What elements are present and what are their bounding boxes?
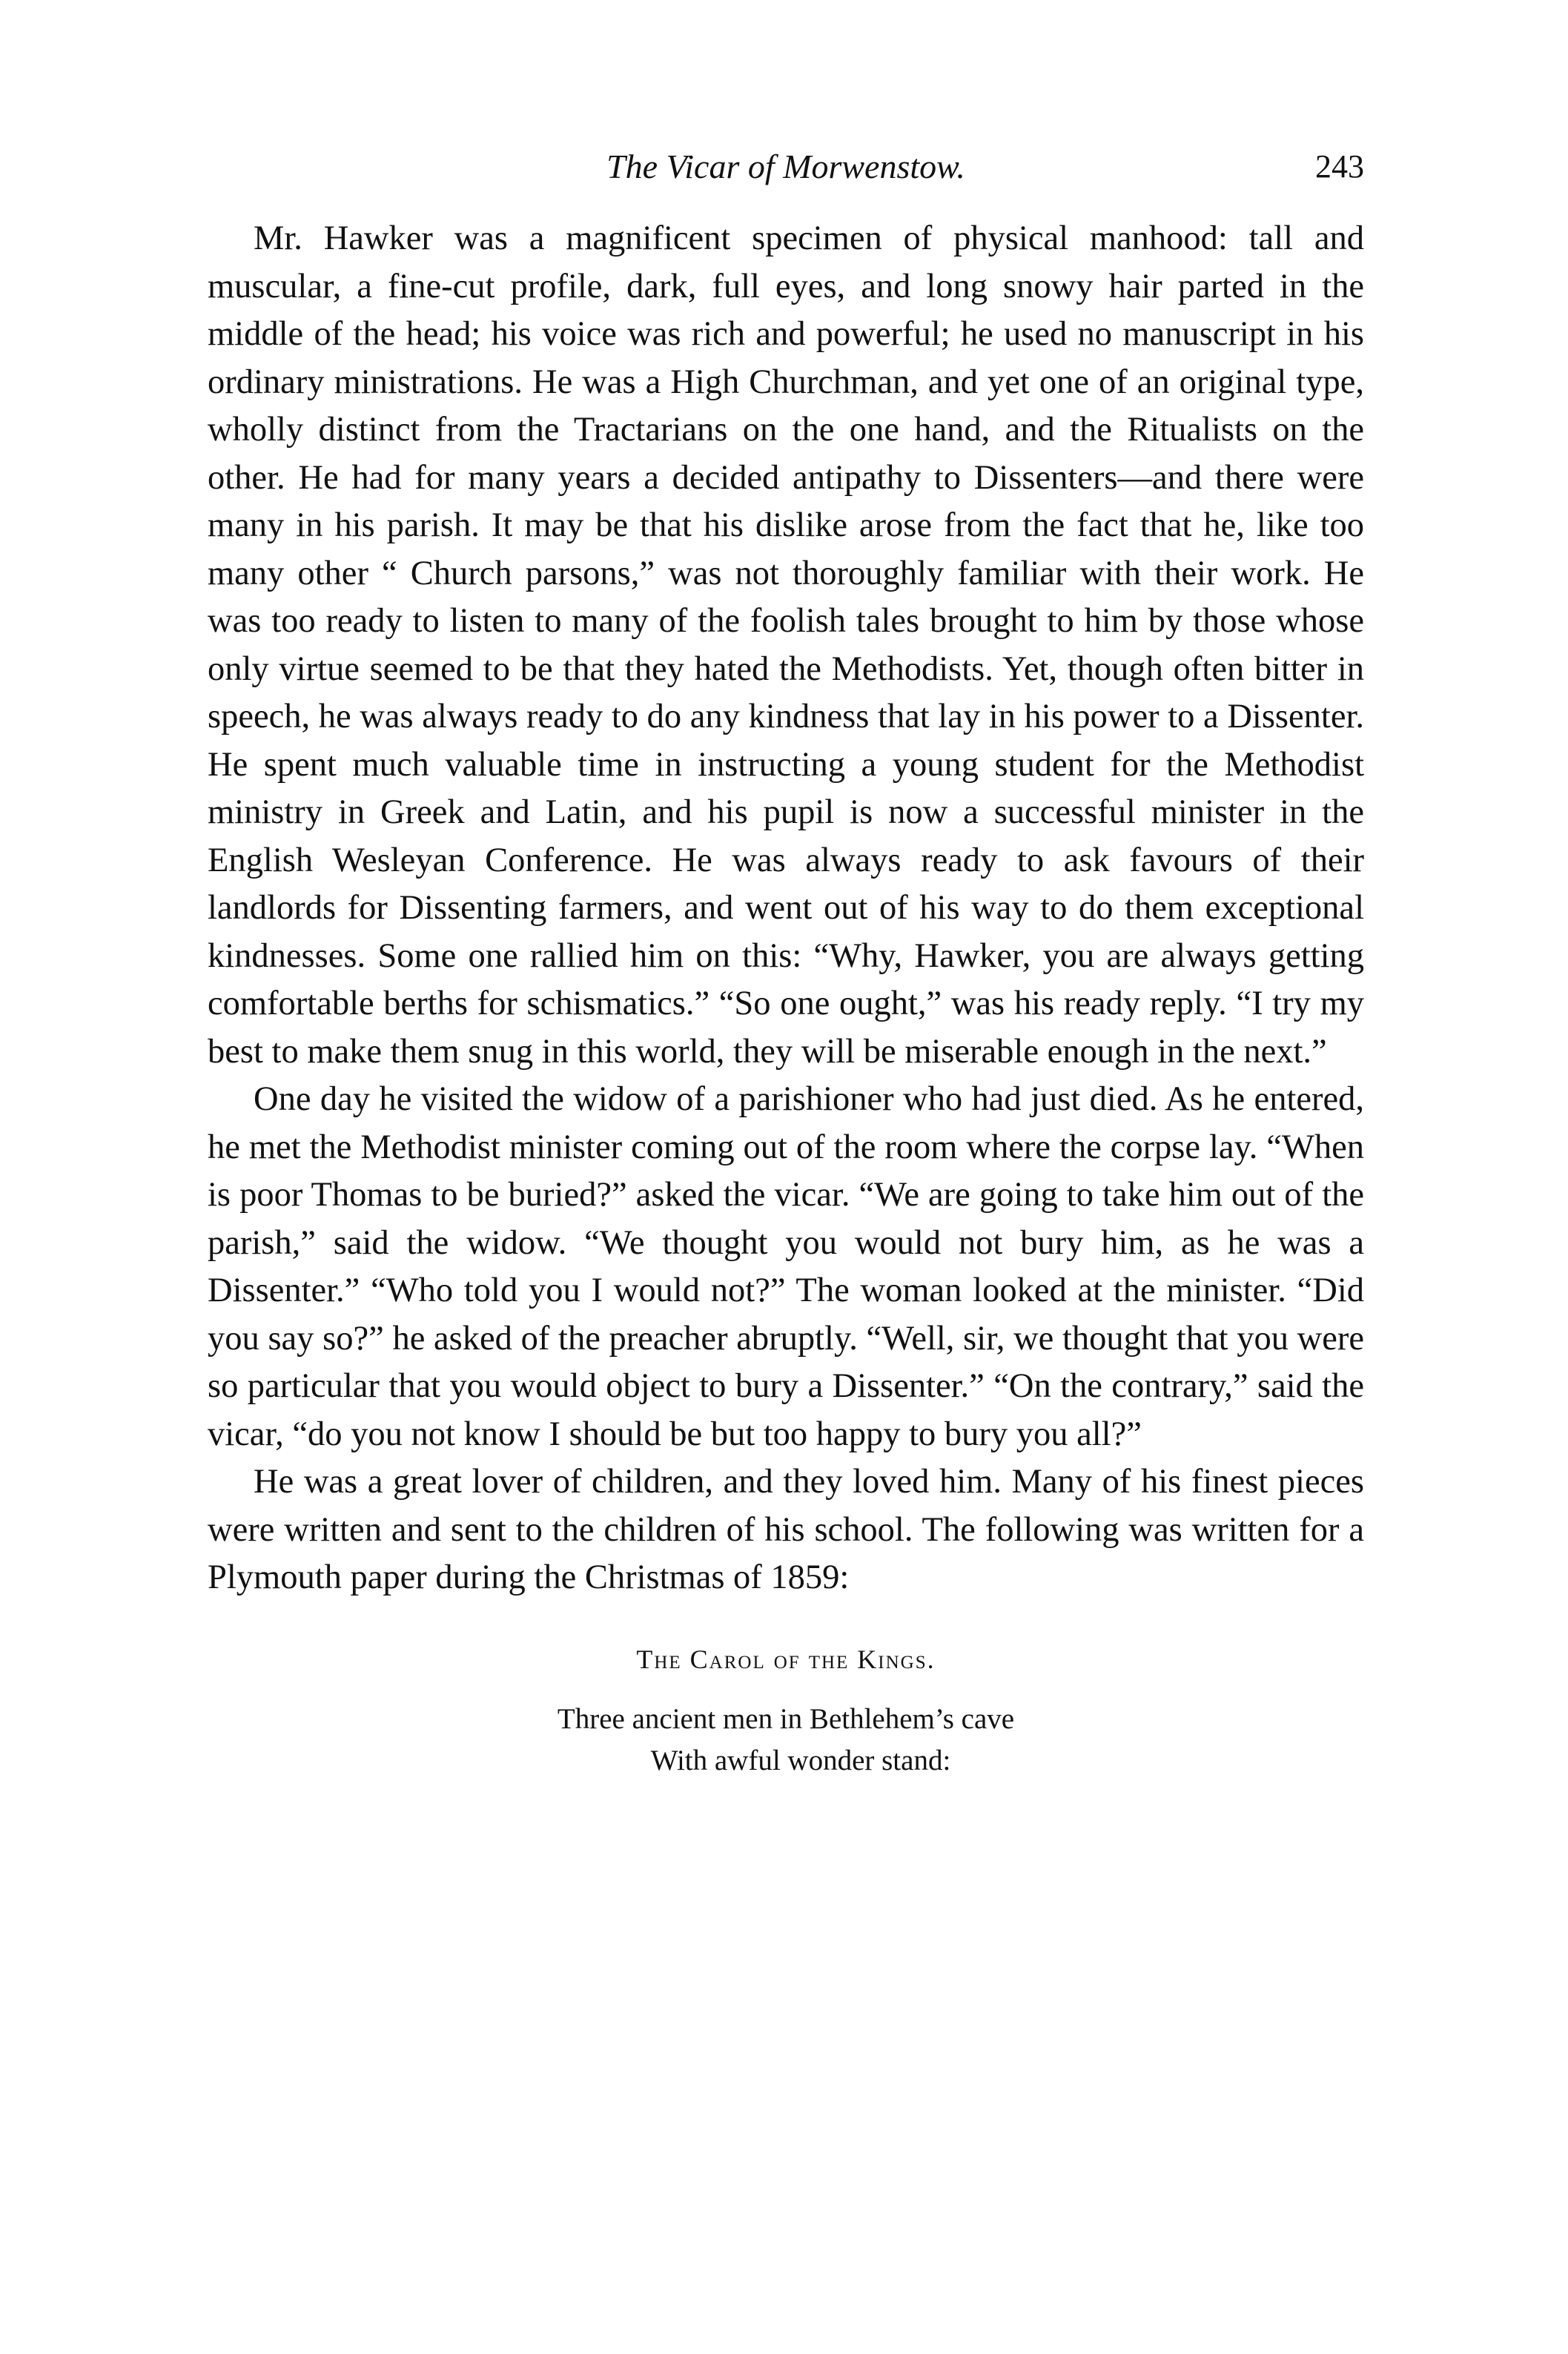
body-text	[208, 215, 1364, 1602]
page-number: 243	[1315, 148, 1364, 185]
poem	[208, 1699, 1364, 1782]
paragraph-physical-description: Mr. Hawker was a magnificent specimen of physical manhood: tall and muscular, a fine-cut profile, dark, full eyes, and long snowy hair parted in the middle of the head; his voice was rich and powerful; he used no manuscript in his ordinary ministrations. He was a High Churchman, and yet one of an original type, wholly distinct from the Tractarians on the one hand, and the Ritualists on the other. He had for many years a decided antipathy to Dissenters—and there were many in his parish. It may be that his dislike arose from the fact that he, like too many other “ Church parsons,” was not thoroughly familiar with their work. He was too ready to listen to many of the foolish tales brought to him by those whose only virtue seemed to be that they hated the Methodists. Yet, though often bitter in speech, he was always ready to do any kindness that lay in his power to a Dissenter. He spent much valuable time in instructing a young student for the Methodist ministry in Greek and Latin, and his pupil is now a successful minister in the English Wesleyan Conference. He was always ready to ask favours of their landlords for Dissenting farmers, and went out of his way to do them exceptional kindnesses. Some one rallied him on this: “Why, Hawker, you are always getting comfortable berths for schismatics.” “So one ought,” was his ready reply. “I try my best to make them snug in this world, they will be miserable enough in the next.”	[208, 219, 1364, 1071]
paragraph-widow-anecdote: One day he visited the widow of a parishioner who had just died. As he entered, he met the Methodist minister coming out of the room where the corpse lay. “When is poor Thomas to be buried?” asked the vicar. “We are going to take him out of the parish,” said the widow. “We thought you would not bury him, as he was a Dissenter.” “Who told you I would not?” The woman looked at the minister. “Did you say so?” he asked of the preacher abruptly. “Well, sir, we thought that you were so particular that you would object to bury a Dissenter.” “On the contrary,” said the vicar, “do you not know I should be but too happy to bury you all?”	[208, 1080, 1364, 1453]
poem-line: With awful wonder stand:	[650, 1744, 951, 1776]
book-page	[208, 141, 1364, 2291]
poem-line: Three ancient men in Bethlehem’s cave	[557, 1702, 1015, 1735]
paragraph-children: He was a great lover of children, and they loved him. Many of his finest pieces were written and sent to the children of his school. The following was written for a Plymouth paper during the Christmas of 1859:	[208, 1463, 1364, 1596]
chapter-title: The Vicar of Morwenstow.	[606, 148, 965, 185]
poem-title: The Carol of the Kings.	[636, 1644, 936, 1674]
running-header	[208, 141, 1364, 193]
